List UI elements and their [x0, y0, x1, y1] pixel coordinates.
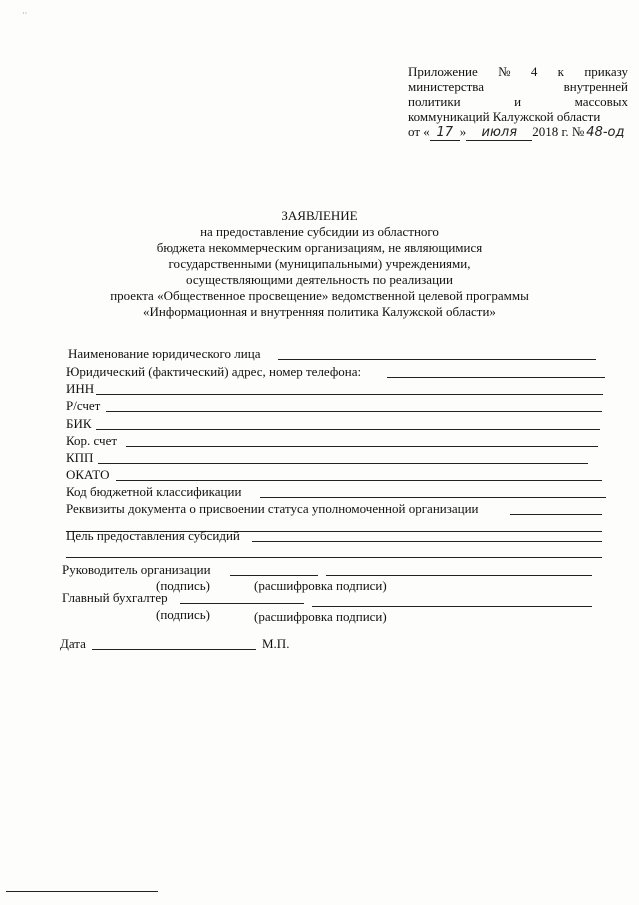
appendix-word: приказу	[584, 64, 628, 79]
title-line-5: проекта «Общественное просвещение» ведомственной целевой программы	[110, 288, 529, 303]
requisites-line[interactable]	[510, 514, 602, 515]
budget-code-line[interactable]	[260, 497, 606, 498]
org-name-line[interactable]	[278, 359, 596, 360]
stamp-label: М.П.	[262, 636, 290, 651]
requisites-label: Реквизиты документа о присвоении статуса уполномоченной организации	[66, 501, 479, 516]
inn-line[interactable]	[96, 394, 603, 395]
director-decode-line[interactable]	[326, 575, 592, 576]
director-decode-caption: (расшифровка подписи)	[254, 578, 387, 593]
title-line-4: осуществляющими деятельность по реализации	[186, 272, 453, 287]
appendix-line-4: коммуникаций Калужской области	[408, 109, 601, 124]
date-quote: »	[459, 124, 467, 139]
kpp-line[interactable]	[98, 463, 588, 464]
purpose-line-2[interactable]	[66, 557, 602, 558]
corr-account-label: Кор. счет	[66, 433, 118, 448]
accountant-label: Главный бухгалтер	[62, 590, 168, 605]
inn-label: ИНН	[66, 381, 95, 396]
corner-mark: ··	[22, 9, 28, 18]
appendix-block	[408, 64, 628, 141]
title-line-6: «Информационная и внутренняя политика Калужской области»	[143, 304, 496, 319]
okato-label: ОКАТО	[66, 467, 110, 482]
accountant-sign-caption: (подпись)	[156, 607, 210, 622]
org-name-label: Наименование юридического лица	[68, 346, 261, 361]
bik-label: БИК	[66, 416, 92, 431]
appendix-word: к	[557, 64, 564, 79]
date-line[interactable]	[92, 649, 256, 650]
accountant-decode-line[interactable]	[312, 606, 592, 607]
appendix-line-2	[408, 79, 628, 94]
title-line-1: на предоставление субсидии из областного	[200, 224, 439, 239]
accountant-decode-caption: (расшифровка подписи)	[254, 609, 387, 624]
director-sign-line[interactable]	[230, 575, 318, 576]
kpp-label: КПП	[66, 450, 94, 465]
appendix-line-3	[408, 94, 628, 109]
date-prefix: от «	[408, 124, 430, 139]
appendix-word: Приложение	[408, 64, 478, 79]
budget-code-label: Код бюджетной классификации	[66, 484, 242, 499]
accountant-sign-line[interactable]	[180, 603, 304, 604]
bik-line[interactable]	[96, 429, 600, 430]
appendix-word: внутренней	[563, 79, 628, 94]
appendix-word: 4	[530, 64, 538, 79]
appendix-word: и	[514, 94, 522, 109]
appendix-date-line	[408, 124, 628, 141]
director-label: Руководитель организации	[62, 562, 211, 577]
director-sign-caption: (подпись)	[156, 578, 210, 593]
appendix-word: министерства	[408, 79, 485, 94]
okato-line[interactable]	[116, 480, 602, 481]
purpose-label: Цель предоставления субсидий	[66, 528, 240, 543]
purpose-line[interactable]	[252, 541, 602, 542]
address-label: Юридический (фактический) адрес, номер телефона:	[66, 364, 362, 379]
address-line[interactable]	[387, 377, 605, 378]
date-year: 2018 г. №	[532, 124, 585, 139]
date-month: июля	[466, 125, 532, 141]
order-number: 48-од	[586, 125, 625, 140]
date-day: 17	[430, 125, 460, 141]
appendix-word: политики	[408, 94, 461, 109]
account-line[interactable]	[106, 411, 602, 412]
appendix-line-1	[408, 64, 628, 79]
date-label: Дата	[60, 636, 86, 651]
appendix-word: массовых	[574, 94, 628, 109]
title-line-3: государственными (муниципальными) учреждениями,	[168, 256, 471, 271]
corr-account-line[interactable]	[126, 446, 598, 447]
document-heading: ЗАЯВЛЕНИЕ	[281, 208, 358, 223]
footnote-rule	[6, 891, 158, 892]
title-line-2: бюджета некоммерческим организациям, не являющимися	[156, 240, 483, 255]
appendix-word: №	[498, 64, 511, 79]
account-label: Р/счет	[66, 398, 101, 413]
